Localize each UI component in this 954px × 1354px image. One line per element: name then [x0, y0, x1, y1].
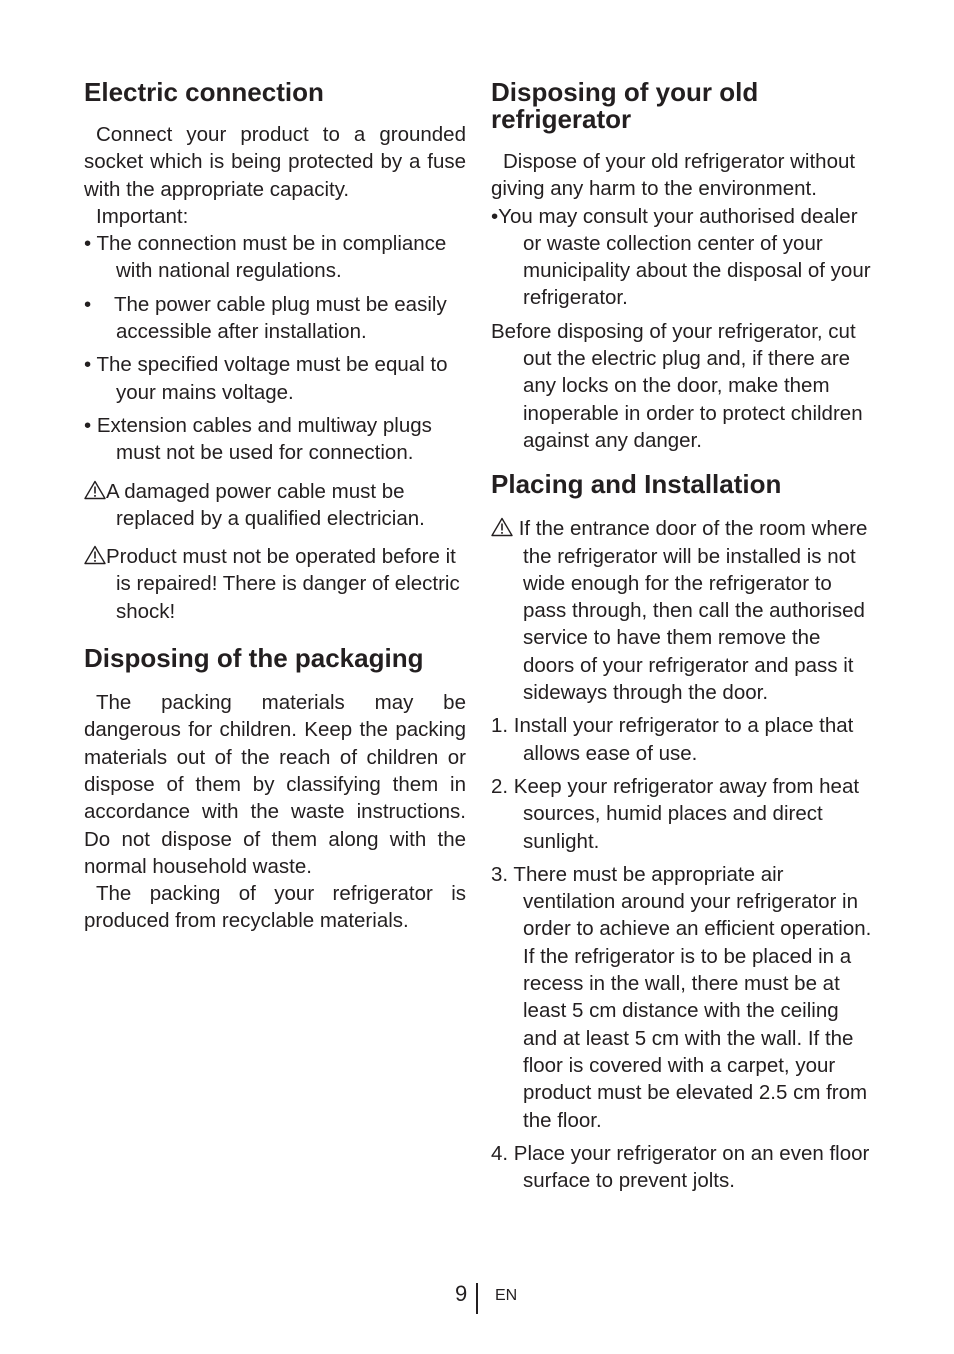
- electric-bullet-1: • The connection must be in compliance with national regulations.: [84, 232, 447, 283]
- page-number-divider: [476, 1283, 478, 1314]
- page-footer: [0, 1280, 954, 1316]
- page-number: 9: [455, 1281, 468, 1306]
- warning-triangle-icon: [84, 545, 106, 565]
- left-column: [84, 76, 466, 935]
- heading-old-fridge-line1: Disposing of your old: [491, 77, 759, 107]
- packaging-para-1: The packing materials may be dangerous for children. Keep the packing materials out of the reach of children or dispose of them by classifying them in accordance with the waste instructions. Do not dispose of them along with the normal household waste.: [84, 691, 466, 878]
- placing-warning-text: If the entrance door of the room where the refrigerator will be installed is not wide enough for the refrigerator to pass through, then call the authorised service to have them remove the doors of your refrigerator and pass it sideways through the door.: [513, 517, 868, 705]
- heading-placing-installation: Placing and Installation: [491, 469, 782, 500]
- old-fridge-intro: Dispose of your old refrigerator without giving any harm to the environment.: [491, 150, 856, 201]
- electric-intro: Connect your product to a grounded socket which is being protected by a fuse with the appropriate capacity.: [84, 123, 466, 201]
- heading-electric-connection: Electric connection: [84, 77, 324, 107]
- warning-triangle-icon: [84, 480, 106, 500]
- heading-disposing-packaging: Disposing of the packaging: [84, 643, 424, 674]
- placing-step-1: 1. Install your refrigerator to a place that allows ease of use.: [491, 714, 854, 765]
- old-fridge-before: Before disposing of your refrigerator, cut out the electric plug and, if there are any locks on the door, make them inoperable in order to protect children against any danger.: [491, 319, 863, 452]
- heading-old-fridge-line2: refrigerator: [491, 104, 632, 134]
- electric-important-label: Important:: [96, 204, 189, 228]
- placing-step-2: 2. Keep your refrigerator away from heat sources, humid places and direct sunlight.: [491, 774, 860, 853]
- electric-warning-1-text: A damaged power cable must be replaced by a qualified electrician.: [106, 479, 425, 530]
- language-code: EN: [495, 1287, 518, 1304]
- old-fridge-bullet: •You may consult your authorised dealer or waste collection center of your municipality about the disposal of your refrigerator.: [491, 204, 871, 310]
- electric-bullet-4: • Extension cables and multiway plugs must not be used for connection.: [84, 413, 432, 465]
- electric-warning-2: [84, 543, 466, 625]
- heading-disposing-old-refrigerator: [491, 79, 875, 133]
- electric-bullet-3: • The specified voltage must be equal to your mains voltage.: [84, 353, 448, 404]
- right-column: [491, 76, 875, 1194]
- warning-triangle-icon: [491, 517, 513, 537]
- placing-step-3: 3. There must be appropriate air ventilation around your refrigerator in order to achieve an efficient operation. If the refrigerator is to be placed in a recess in the wall, there must be at least 5 cm distance with the ceiling and at least 5 cm with the wall. If the floor is covered with a carpet, your product must be elevated 2.5 cm from the floor.: [491, 862, 872, 1132]
- placing-step-4: 4. Place your refrigerator on an even floor surface to prevent jolts.: [491, 1141, 870, 1193]
- electric-warning-1: [84, 478, 466, 533]
- electric-warning-2-text: Product must not be operated before it is repaired! There is danger of electric shock!: [106, 545, 460, 623]
- packaging-para-2: The packing of your refrigerator is produced from recyclable materials.: [84, 882, 466, 933]
- electric-bullet-2: • The power cable plug must be easily accessible after installation.: [84, 292, 447, 344]
- placing-warning: [491, 515, 875, 706]
